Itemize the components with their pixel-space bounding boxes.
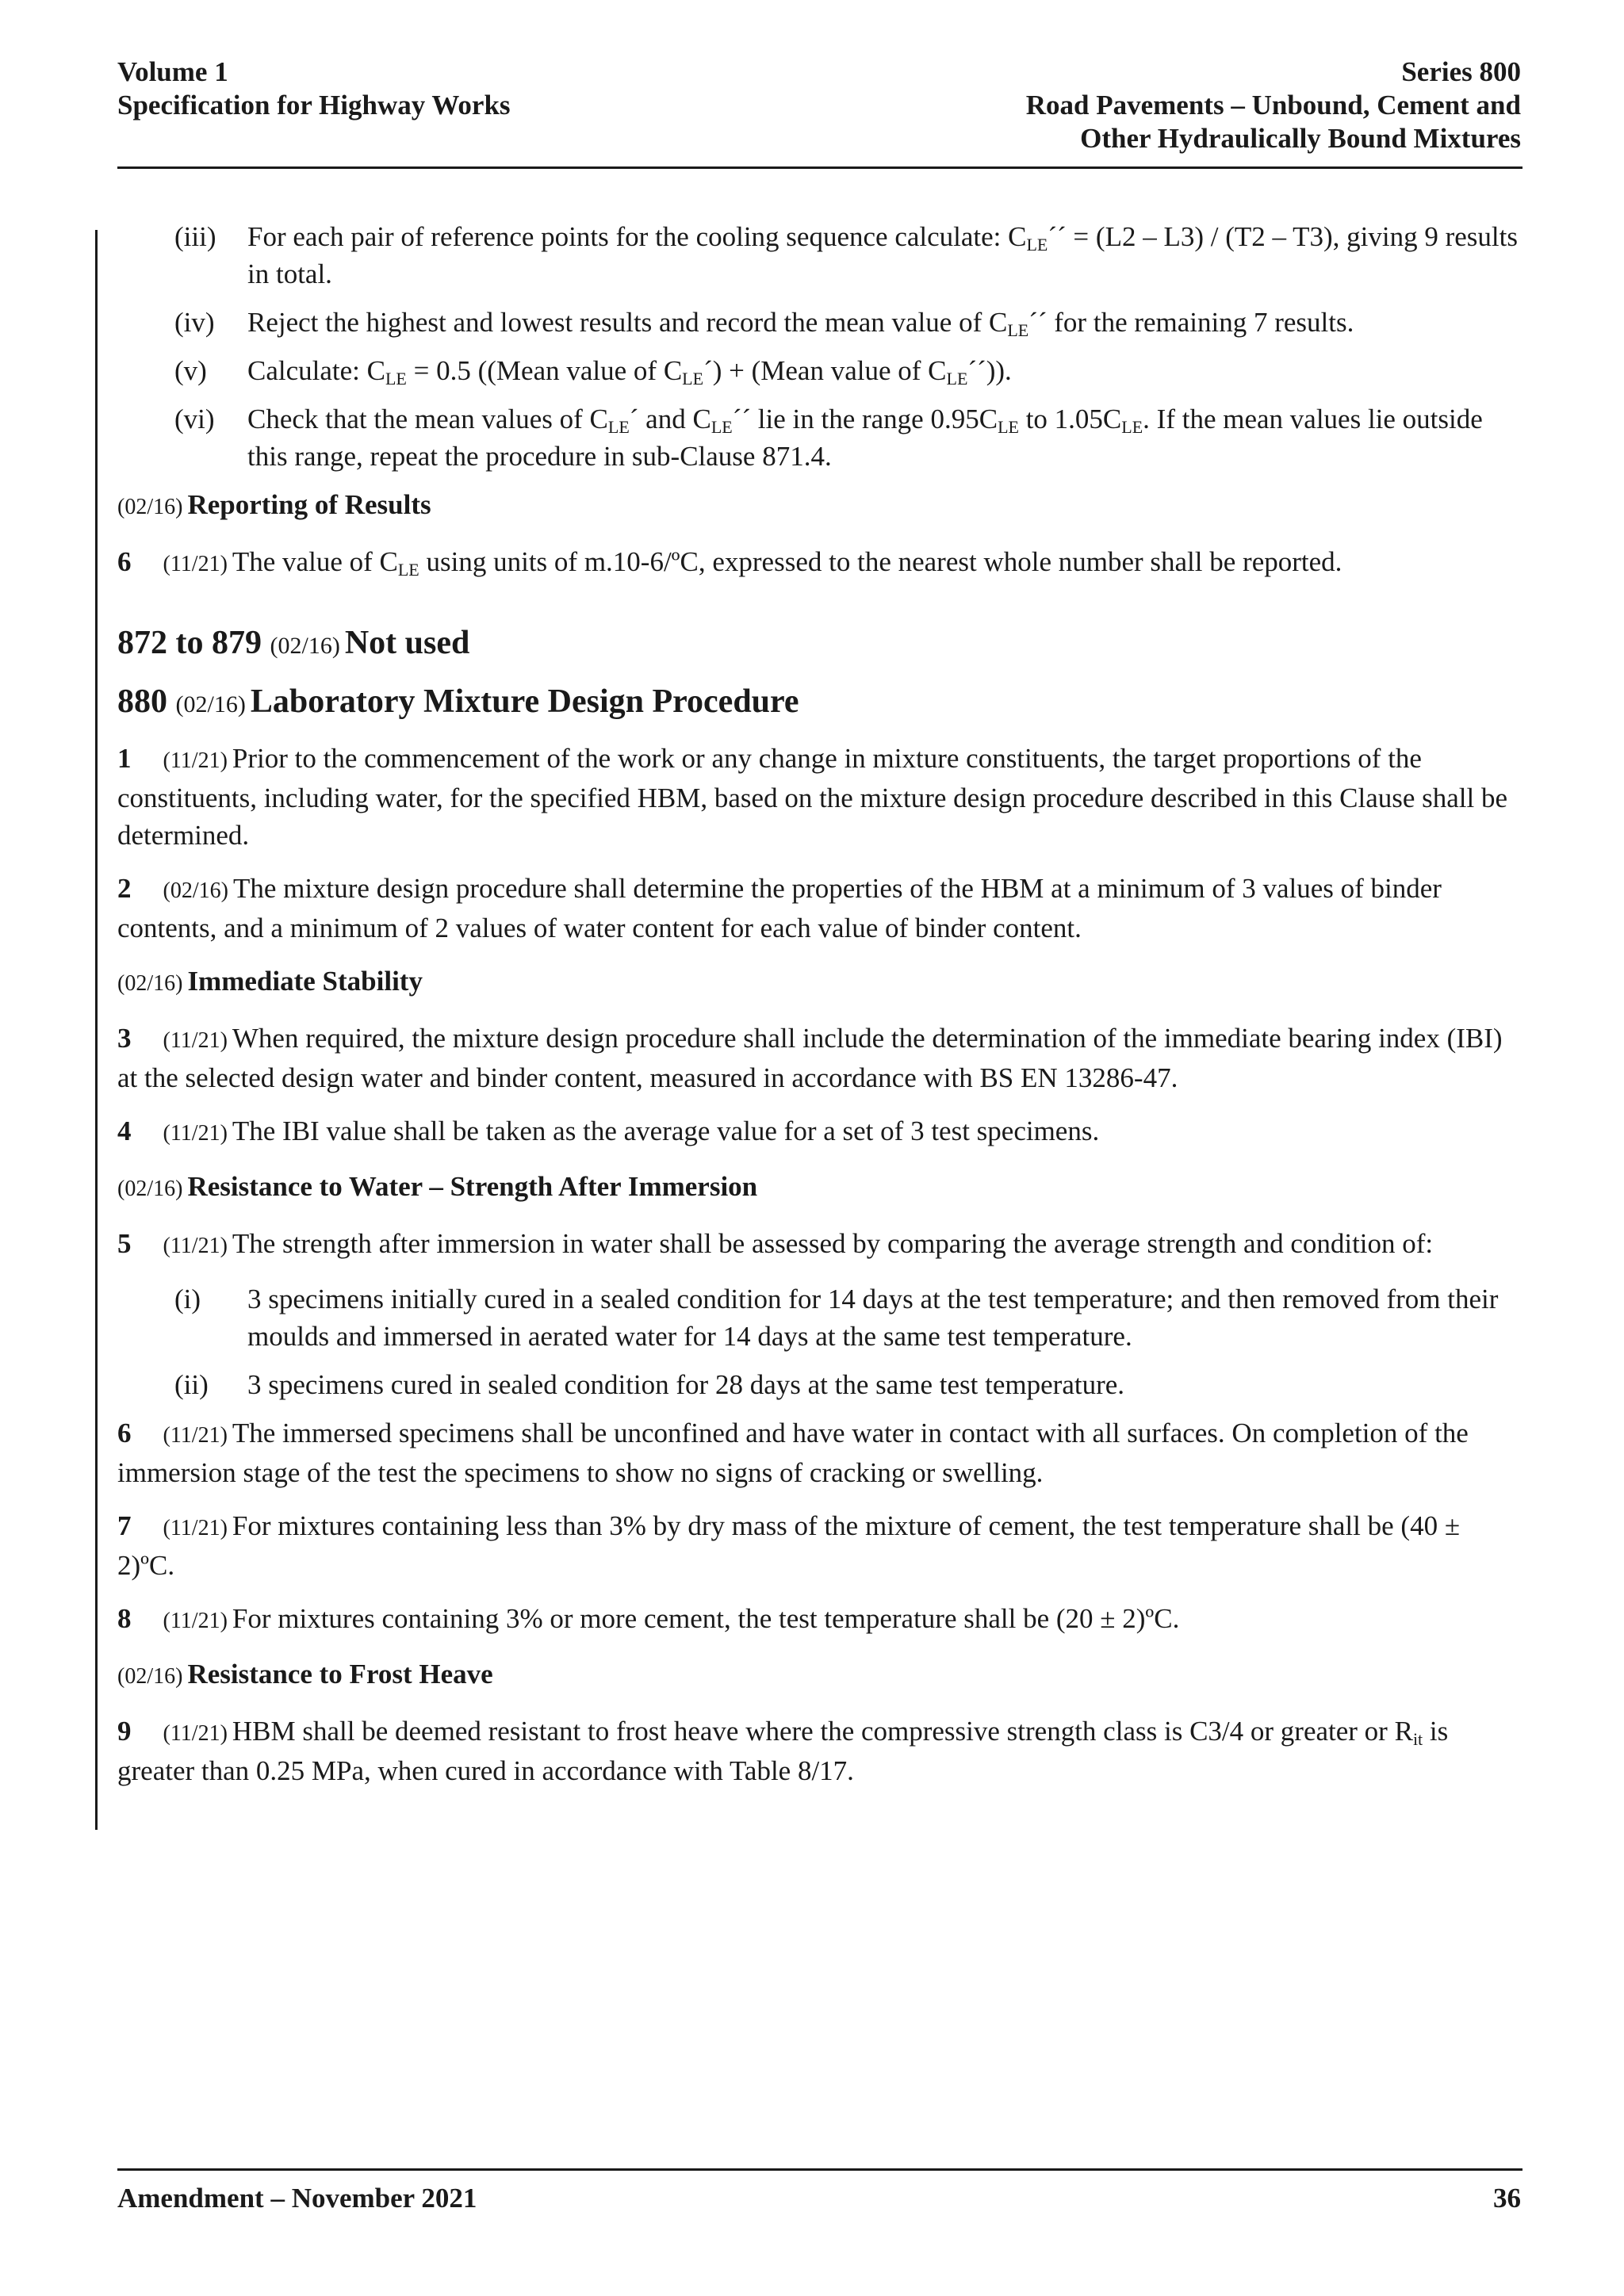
series-title-line2: Other Hydraulically Bound Mixtures [1080, 123, 1521, 154]
amendment-date: (11/21) [163, 1609, 228, 1633]
page-header-left [117, 55, 511, 122]
section-heading-880 [117, 681, 1522, 725]
series-title-line1: Road Pavements – Unbound, Cement and [1025, 90, 1521, 121]
amendment-date: (02/16) [270, 633, 340, 659]
footer-rule [117, 2168, 1522, 2171]
clause-text: The mixture design procedure shall determine the properties of the HBM at a minimum of 3 values of binder contents, and a minimum of 2 values of water content for each value of binder content. [117, 873, 1442, 943]
clause-880-2 [117, 870, 1522, 947]
clause-880-9 [117, 1712, 1522, 1789]
list-item-number: (ii) [174, 1369, 209, 1400]
amendment-date: (11/21) [163, 1721, 228, 1746]
volume-label: Volume 1 [117, 56, 228, 87]
list-item-number: (vi) [174, 404, 215, 434]
document-title: Specification for Highway Works [117, 90, 511, 121]
clause-text: The immersed specimens shall be unconfined and have water in contact with all surfaces. On completion of the immersion stage of the test the specimens to show no signs of cracking or swelling. [117, 1418, 1469, 1488]
clause-text: The strength after immersion in water shall be assessed by comparing the average strength and condition of: [232, 1228, 1434, 1259]
clause-number: 6 [117, 1418, 132, 1448]
amendment-date: (02/16) [117, 495, 183, 519]
amendment-date: (02/16) [117, 1177, 183, 1201]
list-item-number: (v) [174, 355, 207, 386]
clause-880-4 [117, 1112, 1522, 1152]
clause-number: 8 [117, 1603, 132, 1634]
subheading-resistance-to-water [117, 1168, 1522, 1207]
clause-text: The value of $C_{LE}$ using units of m.10-6/ºC, expressed to the nearest whole number shall be reported. [232, 546, 1342, 580]
amendment-date: (11/21) [163, 1234, 228, 1258]
subheading-resistance-to-frost-heave [117, 1655, 1522, 1695]
clause-text: For mixtures containing 3% or more cement, the test temperature shall be (20 ± 2)ºC. [232, 1603, 1180, 1634]
amendment-date: (11/21) [163, 552, 228, 576]
clause-880-7 [117, 1507, 1522, 1584]
header-rule [117, 166, 1522, 169]
list-item-number: (iii) [174, 221, 216, 252]
clause-text: When required, the mixture design procedure shall include the determination of the immediate bearing index (IBI) at the selected design water and binder content, measured in accordance with BS EN 13286-47. [117, 1023, 1503, 1093]
clause-number: 1 [117, 743, 132, 774]
page-header-right [1026, 55, 1521, 155]
subheading-title: Immediate Stability [187, 966, 423, 997]
procedure-steps-list [117, 218, 1522, 475]
amendment-date: (02/16) [117, 971, 183, 996]
amendment-change-bar [95, 230, 98, 1830]
amendment-date: (11/21) [163, 748, 228, 773]
amendment-date: (11/21) [163, 1423, 228, 1448]
clause-number: 6 [117, 546, 132, 577]
clause-text: HBM shall be deemed resistant to frost heave where the compressive strength class is C3/4 or greater or $R_{it}$ is greater than 0.25 MPa, when cured in accordance with Table 8/17. [117, 1716, 1449, 1786]
clause-text: Prior to the commencement of the work or any change in mixture constituents, the target proportions of the constituents, including water, for the specified HBM, based on the mixture design procedure described in this Clause shall be determined. [117, 743, 1508, 851]
clause-number: 2 [117, 873, 132, 904]
page-content [117, 218, 1522, 1805]
section-heading-872-879 [117, 622, 1522, 667]
amendment-date: (02/16) [163, 878, 228, 903]
section-title: Not used [344, 625, 470, 661]
amendment-date: (11/21) [163, 1121, 228, 1146]
clause-871-6 [117, 543, 1522, 583]
clause-number: 4 [117, 1115, 132, 1146]
list-item-number: (i) [174, 1284, 201, 1314]
list-item-number: (iv) [174, 307, 215, 338]
list-item [117, 352, 1522, 389]
list-item [117, 304, 1522, 341]
clause-text: The IBI value shall be taken as the average value for a set of 3 test specimens. [232, 1115, 1100, 1146]
section-number: 872 to 879 [117, 625, 262, 661]
list-item [117, 218, 1522, 293]
clause-880-1 [117, 740, 1522, 854]
amendment-date: (02/16) [117, 1664, 183, 1689]
list-item [117, 1366, 1522, 1403]
subheading-immediate-stability [117, 962, 1522, 1002]
clause-880-3 [117, 1020, 1522, 1096]
list-item-text: Check that the mean values of $C_{LE}´$ and $C_{LE}´´$ lie in the range $0.95C_{LE}$ to $1.05C_{LE}$. If the mean values lie outside this range, repeat the procedure in sub-Clause 871.4. [247, 404, 1483, 472]
list-item-text: Reject the highest and lowest results and record the mean value of $C_{LE}´´$ for the remaining 7 results. [247, 307, 1354, 340]
subheading-title: Reporting of Results [187, 489, 431, 520]
specimen-conditions-list [117, 1280, 1522, 1403]
list-item-text: 3 specimens initially cured in a sealed condition for 14 days at the test temperature; and then removed from their moulds and immersed in aerated water for 14 days at the same test temperature. [247, 1284, 1499, 1352]
page-number: 36 [1493, 2183, 1521, 2214]
amendment-footer: Amendment – November 2021 [117, 2183, 477, 2214]
amendment-date: (02/16) [175, 691, 246, 718]
list-item-text: For each pair of reference points for the cooling sequence calculate: $C_{LE}´´ = (L2 - L3) / (T2 - T3)$, giving 9 results in total. [247, 221, 1518, 289]
list-item-text: Calculate: $C_{LE} = 0.5$ ((Mean value of $C_{LE}´$) + (Mean value of $C_{LE}´´$)). [247, 355, 1012, 388]
series-label: Series 800 [1401, 56, 1521, 87]
subheading-title: Resistance to Water – Strength After Immersion [187, 1171, 758, 1202]
clause-number: 5 [117, 1228, 132, 1259]
clause-text: For mixtures containing less than 3% by dry mass of the mixture of cement, the test temperature shall be (40 ± 2)ºC. [117, 1510, 1461, 1581]
clause-880-6 [117, 1414, 1522, 1491]
section-number: 880 [117, 683, 167, 720]
amendment-date: (11/21) [163, 1516, 228, 1540]
list-item [117, 400, 1522, 475]
clause-number: 9 [117, 1716, 132, 1747]
list-item-text: 3 specimens cured in sealed condition for 28 days at the same test temperature. [247, 1369, 1125, 1400]
subheading-reporting-of-results [117, 486, 1522, 526]
clause-880-8 [117, 1600, 1522, 1640]
amendment-date: (11/21) [163, 1028, 228, 1053]
clause-880-5 [117, 1225, 1522, 1265]
subheading-title: Resistance to Frost Heave [187, 1659, 493, 1689]
clause-number: 3 [117, 1023, 132, 1054]
list-item [117, 1280, 1522, 1355]
clause-number: 7 [117, 1510, 132, 1541]
section-title: Laboratory Mixture Design Procedure [250, 683, 799, 720]
